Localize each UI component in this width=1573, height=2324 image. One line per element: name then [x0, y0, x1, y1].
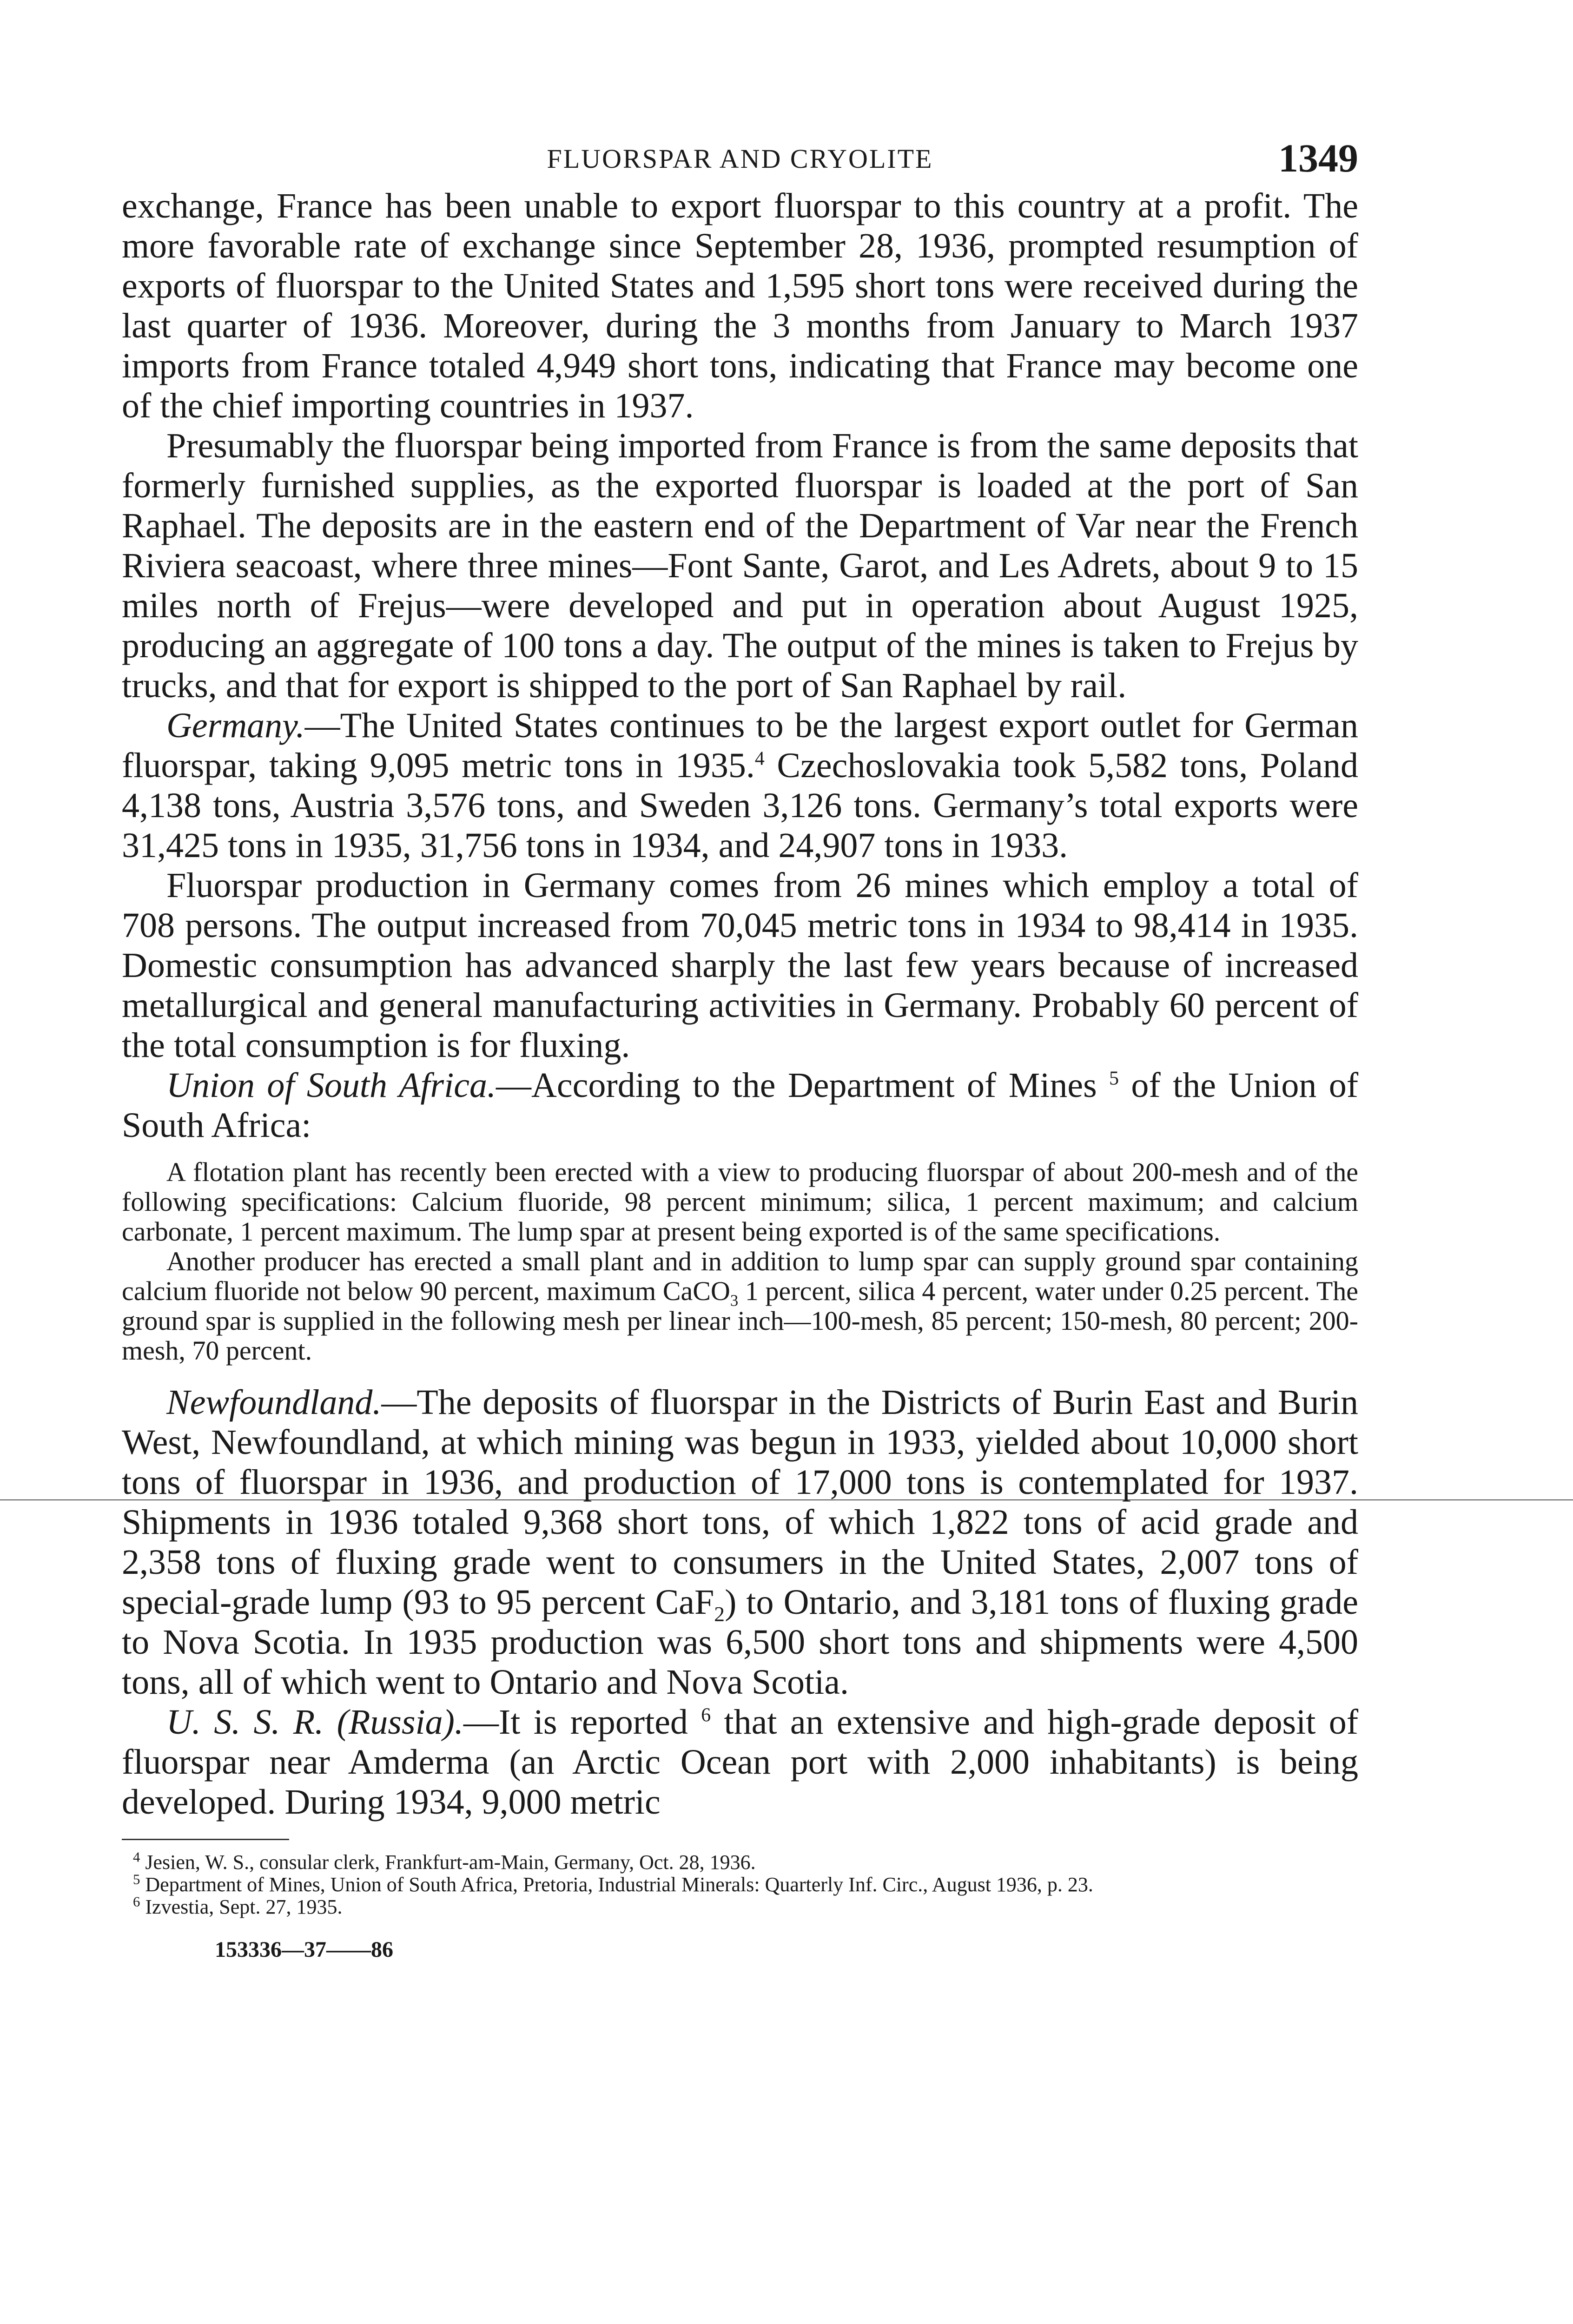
paragraph-text: —It is reported: [463, 1703, 701, 1742]
footnote-4: [122, 1851, 1358, 1874]
running-head: [122, 135, 1358, 186]
footnote-text: Jesien, W. S., consular clerk, Frankfurt-am-Main, Germany, Oct. 28, 1936.: [145, 1851, 756, 1874]
footnote-mark: 4: [133, 1849, 140, 1865]
section-lead-ussr: U. S. S. R. (Russia).: [166, 1703, 463, 1742]
page-number: 1349: [1278, 136, 1358, 180]
quote-paragraph-1: A flotation plant has recently been erected with a view to producing fluorspar of about 200-mesh and of the following specifications: Calcium fluoride, 98 percent minimum; silica, 1 percent maximum; and calcium carbonate, 1 percent maximum. The lump spar at present being exported is of the same specifications.: [122, 1157, 1358, 1247]
section-lead-germany: Germany.: [166, 706, 305, 745]
paragraph-ussr: [122, 1702, 1358, 1822]
footnote-ref-5[interactable]: 5: [1109, 1068, 1119, 1089]
paragraph-newfoundland: [122, 1382, 1358, 1702]
paragraph-text-continued: ) to Ontario, and 3,181 tons of fluxing grade to Nova Scotia. In 1935 production was 6,500 short tons and shipments were 4,500 tons, all of which went to Ontario and Nova Scotia.: [122, 1583, 1358, 1702]
page: [122, 135, 1358, 1962]
footnote-mark: 6: [133, 1894, 140, 1910]
paragraph-france-exports: exchange, France has been unable to export fluorspar to this country at a profit. The more favorable rate of exchange since September 28, 1936, prompted resumption of exports of fluorspar to the United States and 1,595 short tons were received during the last quarter of 1936. Moreover, during the 3 months from January to March 1937 imports from France totaled 4,949 short tons, indicating that France may become one of the chief importing countries in 1937.: [122, 186, 1358, 425]
quote-text-continued: 1 percent, silica 4 percent, water under 0.25 percent. The ground spar is supplied in the following mesh per linear inch—100-mesh, 85 percent; 150-mesh, 80 percent; 200-mesh, 70 percent.: [122, 1276, 1359, 1366]
paragraph-text: —According to the Department of Mines: [496, 1066, 1110, 1105]
subscript: 3: [730, 1291, 739, 1310]
paragraph-text-continued: of the Union of South Africa:: [122, 1066, 1359, 1145]
paragraph-south-africa: [122, 1065, 1358, 1145]
quote-text: Another producer has erected a small plant and in addition to lump spar can supply ground spar containing calcium fluoride not below 90 percent, maximum CaCO: [122, 1246, 1358, 1306]
paragraph-germany-production: Fluorspar production in Germany comes from 26 mines which employ a total of 708 persons. The output increased from 70,045 metric tons in 1934 to 98,414 in 1935. Domestic consumption has advanced sharply the last few years because of increased metallurgical and general manufacturing activities in Germany. Probably 60 percent of the total consumption is for fluxing.: [122, 866, 1358, 1065]
quote-paragraph-2: [122, 1247, 1358, 1366]
footnote-5: [122, 1871, 1358, 1896]
footnote-mark: 5: [133, 1871, 140, 1888]
footnotes: [122, 1851, 1358, 1918]
footnote-text: Department of Mines, Union of South Africa, Pretoria, Industrial Minerals: Quarterly Inf. Circ., August 1936, p. 23.: [145, 1873, 1093, 1896]
paragraph-germany: [122, 706, 1358, 865]
paragraph-text-continued: Czechoslovakia took 5,582 tons, Poland 4,138 tons, Austria 3,576 tons, and Sweden 3,126 tons. Germany’s total exports were 31,425 tons in 1935, 31,756 tons in 1934, and 24,907 tons in 1933.: [122, 746, 1358, 865]
footnote-6: [122, 1896, 1358, 1918]
print-code: 153336—37——86: [215, 1937, 393, 1962]
section-lead-south-africa: Union of South Africa.: [166, 1066, 496, 1105]
paragraph-text-continued: that an extensive and high-grade deposit of fluorspar near Amderma (an Arctic Ocean port with 2,000 inhabitants) is being developed. During 1934, 9,000 metric: [122, 1703, 1359, 1822]
section-lead-newfoundland: Newfoundland.: [166, 1383, 382, 1422]
footnote-ref-4[interactable]: 4: [754, 748, 765, 770]
block-quote: [122, 1157, 1358, 1366]
subscript: 2: [714, 1602, 725, 1626]
paragraph-france-deposits: Presumably the fluorspar being imported from France is from the same deposits that formerly furnished supplies, as the exported fluorspar is loaded at the port of San Raphael. The deposits are in the eastern end of the Department of Var near the French Riviera seacoast, where three mines—Font Sante, Garot, and Les Adrets, about 9 to 15 miles north of Frejus—were developed and put in operation about August 1925, producing an aggregate of 100 tons a day. The output of the mines is taken to Frejus by trucks, and that for export is shipped to the port of San Raphael by rail.: [122, 426, 1358, 705]
paragraph-text: —The deposits of fluorspar in the Districts of Burin East and Burin West, Newfoundland, at which mining was begun in 1933, yielded about 10,000 short tons of fluorspar in 1936, and production of 17,000 tons is contemplated for 1937. Shipments in 1936 totaled 9,368 short tons, of which 1,822 tons of acid grade and 2,358 tons of fluxing grade went to consumers in the United States, 2,007 tons of special-grade lump (93 to 95 percent CaF: [122, 1383, 1358, 1622]
footnote-rule: [122, 1839, 289, 1840]
paragraph-text: —The United States continues to be the largest export outlet for German fluorspar, taking 9,095 metric tons in 1935.: [122, 706, 1358, 785]
footnote-ref-6[interactable]: 6: [701, 1704, 711, 1726]
footnote-text: Izvestia, Sept. 27, 1935.: [145, 1895, 343, 1918]
running-title: FLUORSPAR AND CRYOLITE: [547, 144, 933, 174]
